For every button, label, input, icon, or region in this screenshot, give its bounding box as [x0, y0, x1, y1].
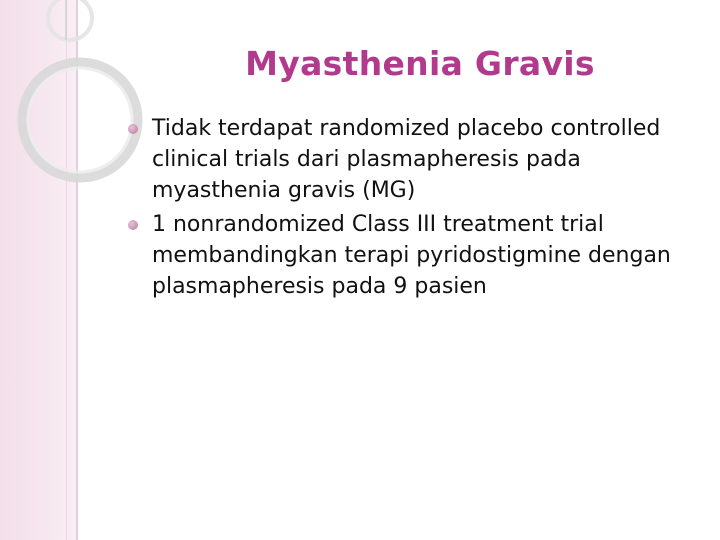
- bullet-item: [128, 113, 708, 206]
- slide-title: Myasthenia Gravis: [245, 44, 595, 83]
- small-ring-icon: [48, 0, 92, 40]
- bullet-text: 1 nonrandomized Class III treatment trial membandingkan terapi pyridostigmine dengan plasmapheresis pada 9 pasien: [152, 212, 671, 299]
- bullet-item: [128, 209, 708, 302]
- bullet-dot-icon: [128, 124, 138, 134]
- bullet-dot-icon: [128, 220, 138, 230]
- large-ring-inner-icon: [28, 68, 132, 172]
- bullet-text: Tidak terdapat randomized placebo controlled clinical trials dari plasmapheresis pada myasthenia gravis (MG): [152, 116, 661, 203]
- large-ring-icon: [22, 62, 138, 178]
- bullet-list: [128, 113, 708, 302]
